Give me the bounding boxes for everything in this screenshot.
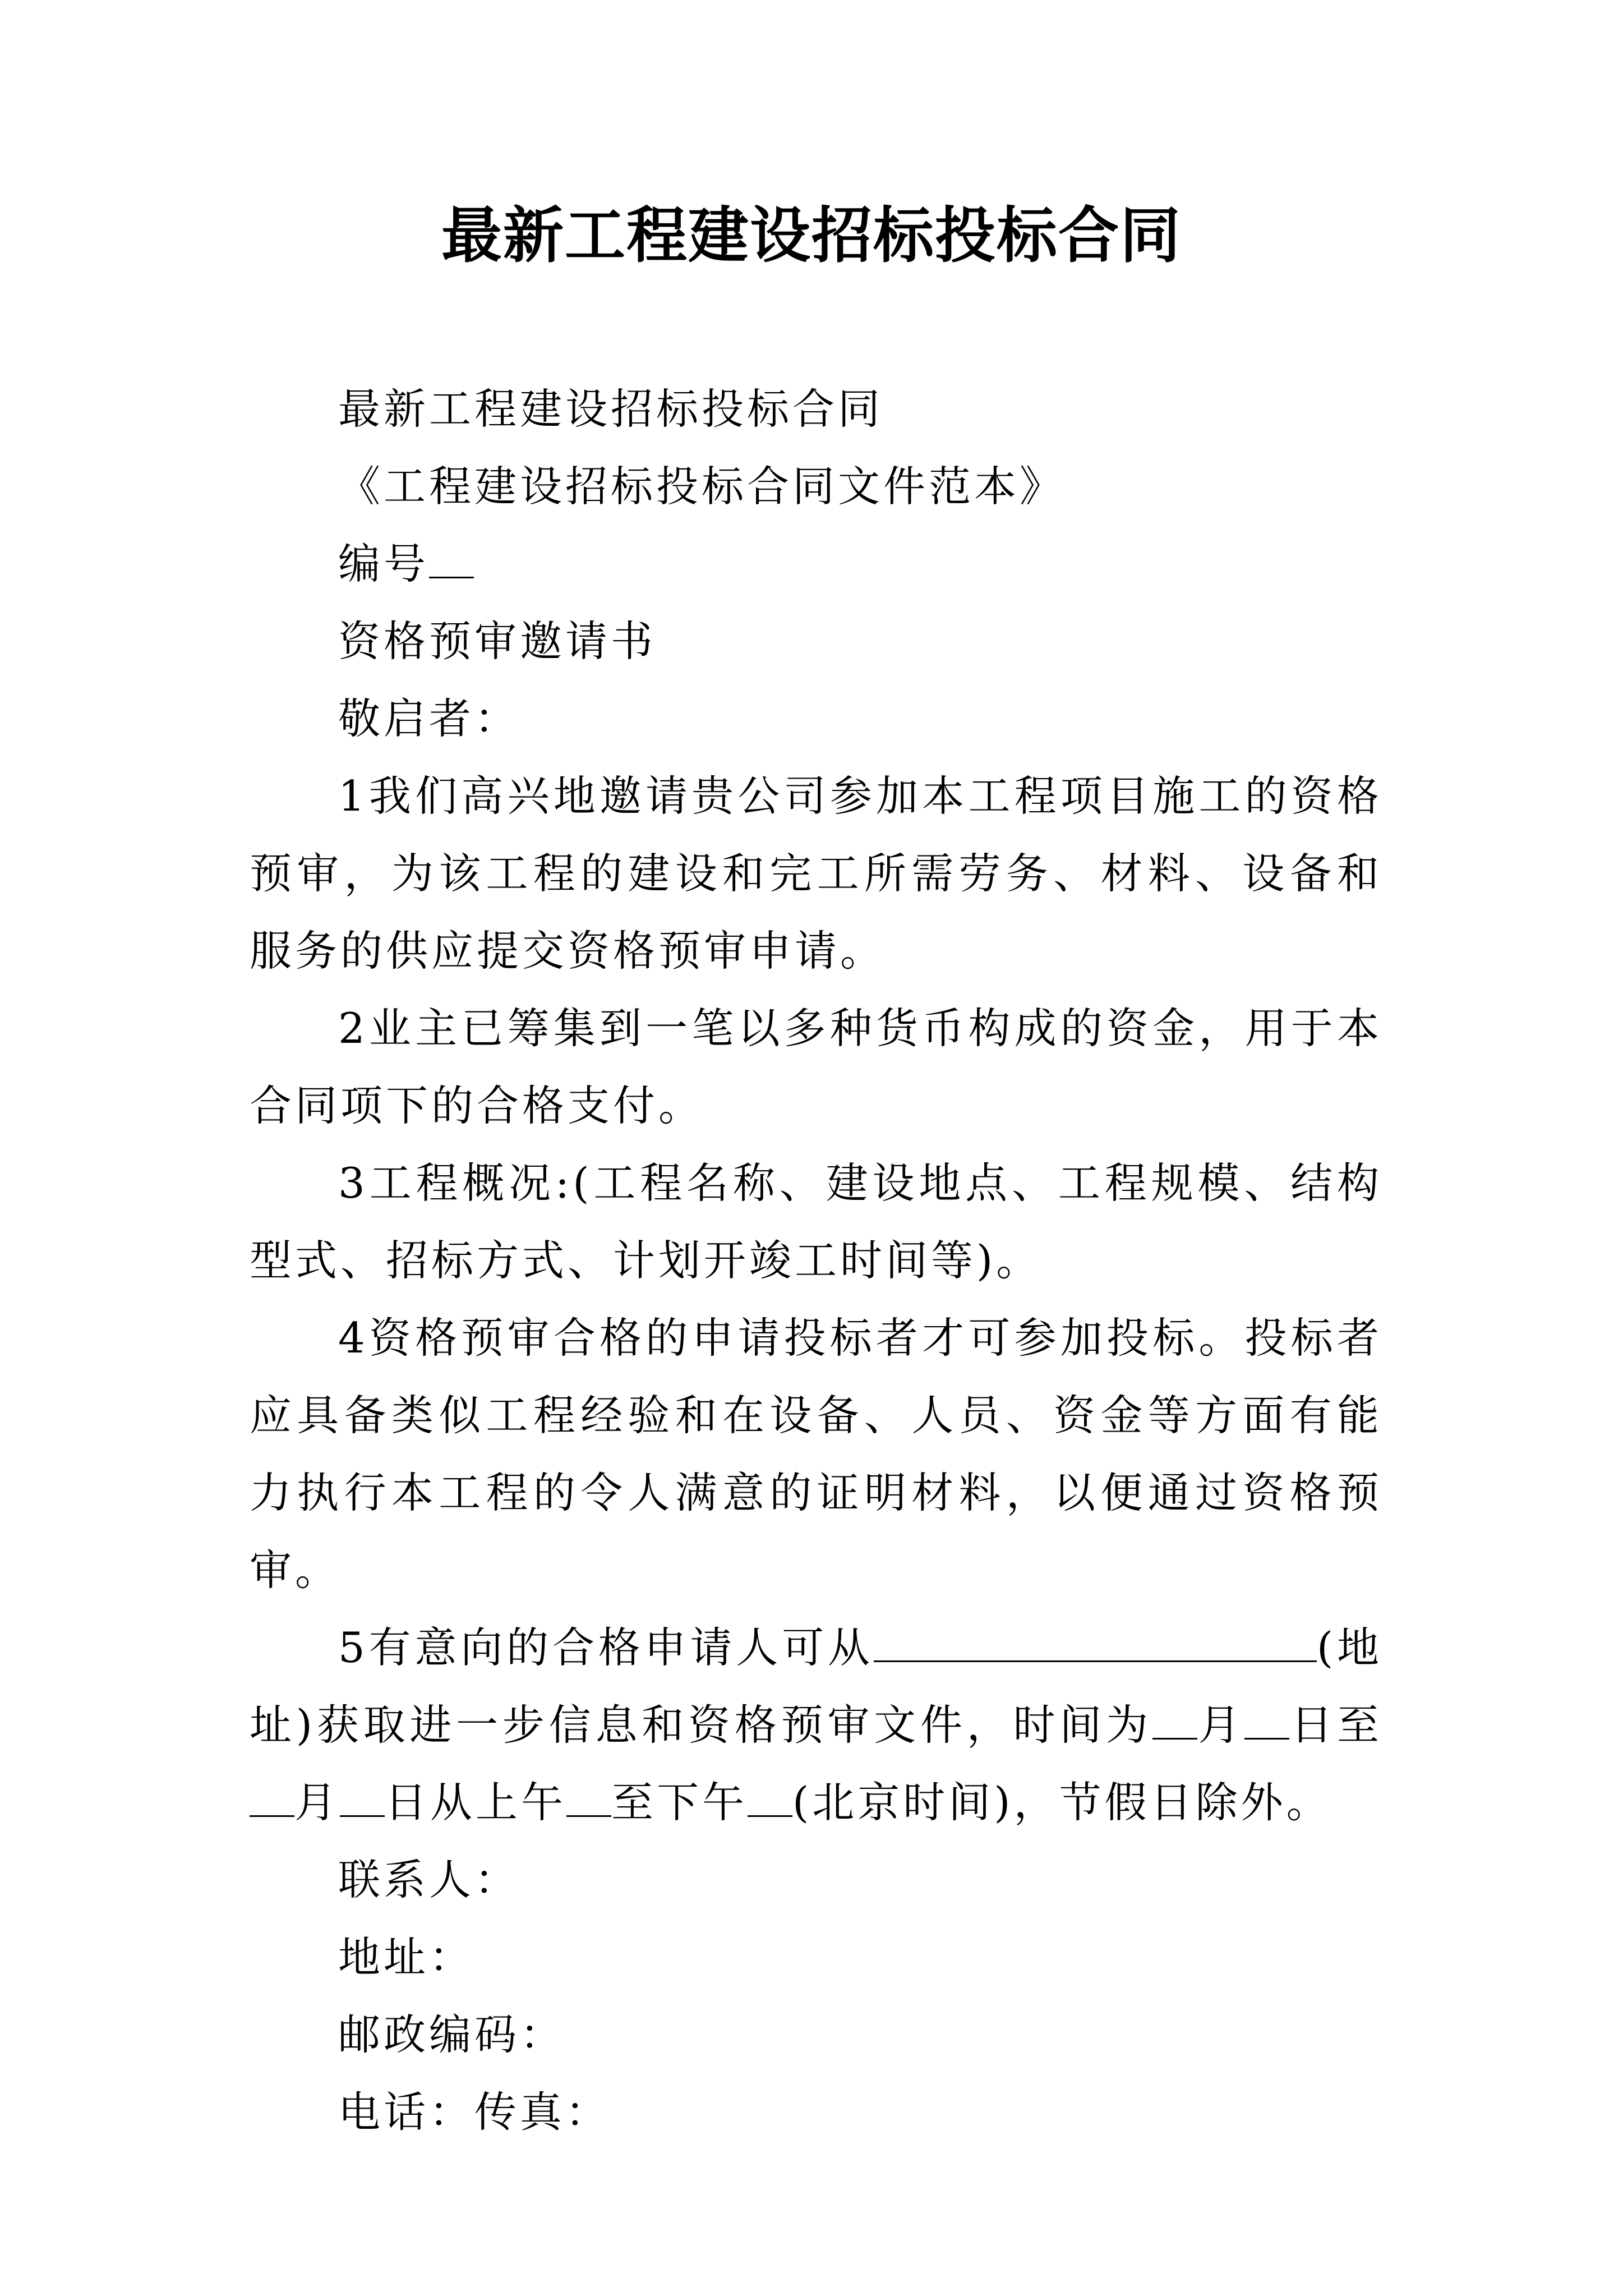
number-line: [250, 525, 1382, 602]
address-label: 地址：: [338, 1932, 475, 1982]
document-subtitle: 《工程建设招标投标合同文件范本》: [338, 462, 1066, 511]
paragraph-5: [250, 1609, 1382, 1841]
phone-fax-label: 电话：传真：: [338, 2087, 611, 2137]
day-blank-2: [340, 1776, 385, 1817]
address-blank: [874, 1621, 1317, 1662]
paragraph-2: 2业主已筹集到一笔以多种货币构成的资金，用于本合同项下的合格支付。: [250, 1004, 1382, 1130]
day-blank-1: [1244, 1699, 1289, 1740]
paragraph-5-part-5: 月: [294, 1778, 340, 1827]
morning-time-blank: [566, 1776, 611, 1817]
month-blank-2: [250, 1776, 294, 1817]
afternoon-time-blank: [748, 1776, 792, 1817]
paragraph-5-part-8: (北京时间)，节假日除外。: [792, 1778, 1332, 1827]
paragraph-5-part-2: (地址)获取进一步信息和资格预审文件，时间为: [250, 1623, 1382, 1750]
document-title: 最新工程建设招标投标合同: [441, 200, 1182, 271]
paragraph-5-part-7: 至下午: [611, 1778, 748, 1827]
number-label: 编号: [338, 539, 430, 588]
paragraph-3: 3工程概况:(工程名称、建设地点、工程规模、结构型式、招标方式、计划开竣工时间等)。: [250, 1158, 1382, 1285]
paragraph-5-part-6: 日从上午: [385, 1778, 567, 1827]
paragraph-4: 4资格预审合格的申请投标者才可参加投标。投标者应具备类似工程经验和在设备、人员、资金等方面有能力执行本工程的令人满意的证明材料，以便通过资格预审。: [250, 1313, 1382, 1595]
contact-label: 联系人：: [338, 1855, 520, 1904]
document-body: [250, 370, 1382, 2151]
postal-code-label: 邮政编码：: [338, 2010, 566, 2059]
section-title: 资格预审邀请书: [338, 616, 657, 666]
paragraph-5-part-3: 月: [1197, 1700, 1245, 1750]
paragraph-5-part-1: 5有意向的合格申请人可从: [338, 1623, 874, 1672]
document-heading: 最新工程建设招标投标合同: [338, 384, 884, 434]
paragraph-1: 1我们高兴地邀请贵公司参加本工程项目施工的资格预审，为该工程的建设和完工所需劳务、材料、设备和服务的供应提交资格预审申请。: [250, 771, 1382, 976]
paragraph-5-part-4: 日至: [1289, 1700, 1382, 1750]
number-blank: [429, 537, 474, 578]
salutation: 敬启者：: [338, 694, 520, 743]
month-blank-1: [1152, 1699, 1197, 1740]
